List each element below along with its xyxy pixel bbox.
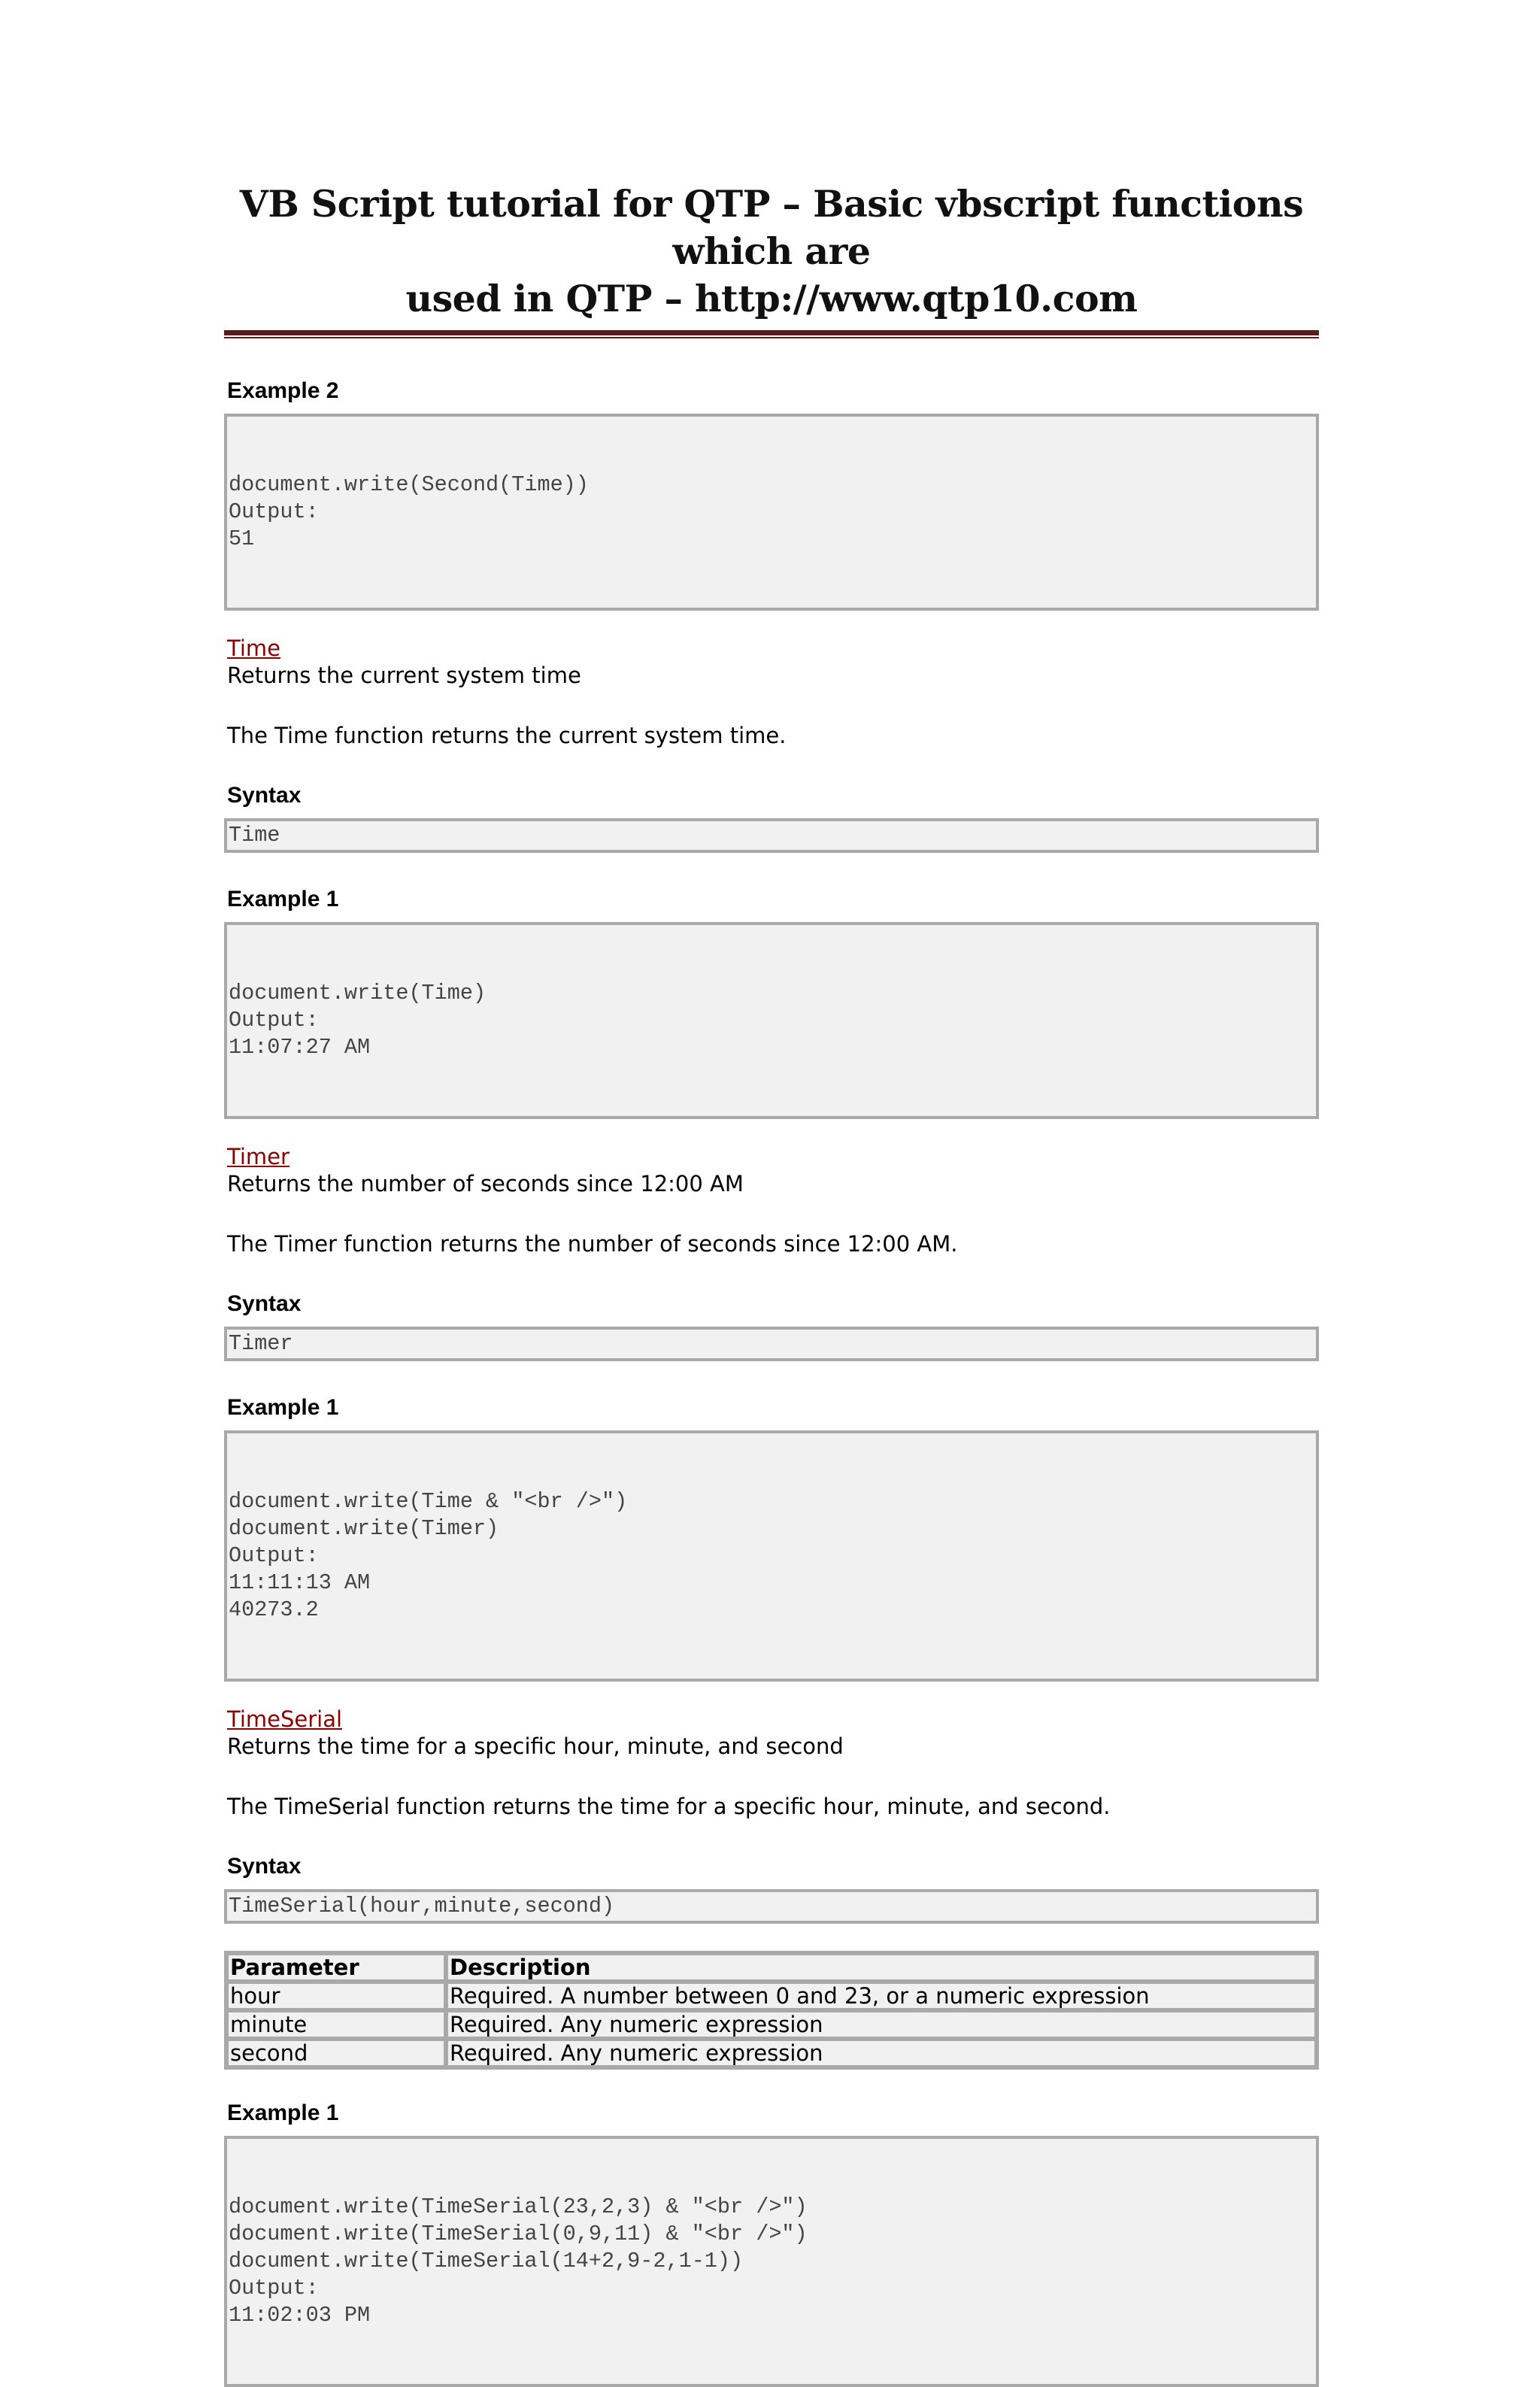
time-example-code-block [224,922,1319,1119]
code-line: Output: [229,1543,319,1568]
timer-example-heading: Example 1 [227,1395,339,1420]
title-divider [224,330,1319,338]
table-cell: Required. Any numeric expression [446,2039,1317,2067]
timeserial-example-heading: Example 1 [227,2100,339,2125]
timeserial-syntax-block [224,1889,1319,1924]
document-title [224,180,1319,323]
timer-summary: Returns the number of seconds since 12:00 AM [227,1171,744,1197]
timer-function-link[interactable]: Timer [227,1144,290,1169]
time-function-link[interactable]: Time [227,635,280,661]
timeserial-example-code-block [224,2136,1319,2387]
table-cell: hour [226,1982,446,2010]
code-line: document.write(TimeSerial(23,2,3) & "<br />") [229,2194,808,2219]
code-line: 11:11:13 AM [229,1570,371,1595]
code-line: TimeSerial(hour,minute,second) [229,1894,615,1918]
timeserial-description: The TimeSerial function returns the time for a specific hour, minute, and second. [227,1794,1111,1819]
code-line: 40273.2 [229,1597,319,1622]
parameter-table [224,1951,1319,2070]
table-cell: Required. A number between 0 and 23, or a numeric expression [446,1982,1317,2010]
table-row [226,2039,1317,2067]
timeserial-function-link[interactable]: TimeSerial [227,1706,343,1732]
timer-syntax-block [224,1327,1319,1361]
code-line: Output: [229,499,319,524]
time-summary: Returns the current system time [227,663,581,688]
code-line: document.write(Time & "<br />") [229,1489,628,1514]
code-line: 11:02:03 PM [229,2303,371,2328]
table-cell: Required. Any numeric expression [446,2010,1317,2039]
code-line: Output: [229,1008,319,1033]
document-page [224,180,1319,2387]
timer-description: The Timer function returns the number of seconds since 12:00 AM. [227,1231,958,1257]
timer-example-code-block [224,1430,1319,1682]
timeserial-syntax-heading: Syntax [227,1854,302,1879]
table-cell: second [226,2039,446,2067]
table-row [226,2010,1317,2039]
table-cell: minute [226,2010,446,2039]
table-row [226,1982,1317,2010]
table-header-row [226,1953,1317,1982]
code-line: document.write(TimeSerial(0,9,11) & "<br />") [229,2222,808,2246]
code-line: Output: [229,2276,319,2301]
code-line: Timer [229,1331,293,1356]
timer-syntax-heading: Syntax [227,1291,302,1316]
code-line: 11:07:27 AM [229,1035,371,1060]
column-header-parameter: Parameter [226,1953,446,1982]
code-line: document.write(Time) [229,981,487,1005]
code-line: document.write(Timer) [229,1516,499,1541]
time-syntax-block [224,818,1319,853]
time-example-heading: Example 1 [227,887,339,911]
example-2-code-block [224,414,1319,611]
title-line-2: used in QTP – http://www.qtp10.com [405,277,1138,320]
column-header-description: Description [446,1953,1317,1982]
code-line: 51 [229,526,255,551]
code-line: Time [229,823,280,848]
time-description: The Time function returns the current system time. [227,723,787,748]
timeserial-summary: Returns the time for a specific hour, minute, and second [227,1733,844,1759]
title-line-1: VB Script tutorial for QTP – Basic vbscript functions which are [239,182,1304,273]
code-line: document.write(TimeSerial(14+2,9-2,1-1)) [229,2249,744,2273]
time-syntax-heading: Syntax [227,783,302,808]
code-line: document.write(Second(Time)) [229,472,589,497]
example-2-heading: Example 2 [227,378,339,403]
